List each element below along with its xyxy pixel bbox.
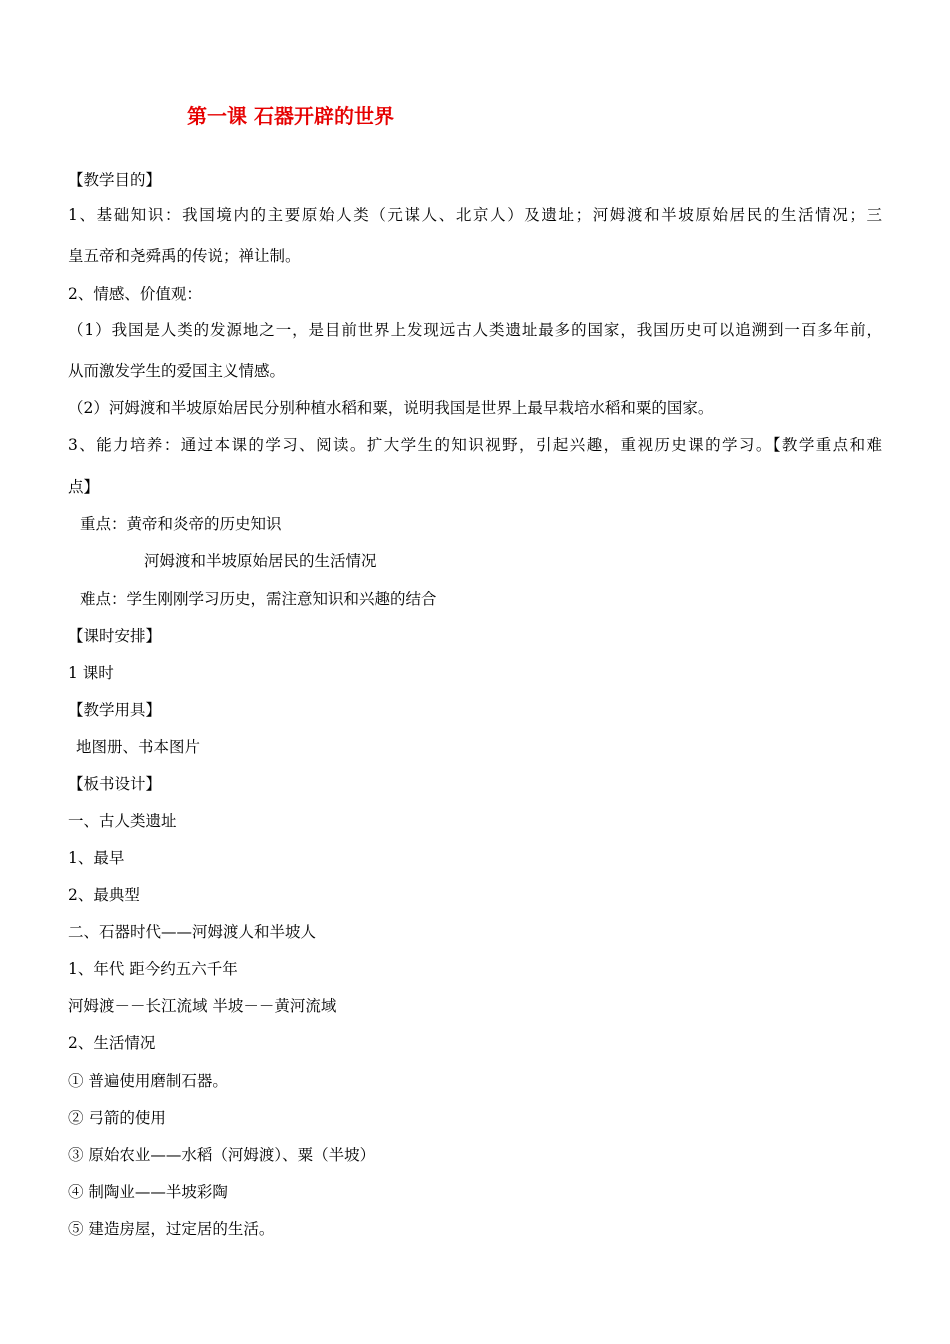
key-point-line: 重点：黄帝和炎帝的历史知识	[80, 515, 282, 533]
outline-item: 2、生活情况	[68, 1034, 156, 1052]
key-point-line: 河姆渡和半坡原始居民的生活情况	[144, 552, 377, 570]
outline-item: 河姆渡－－长江流域 半坡－－黄河流域	[68, 997, 337, 1015]
outline-item: 2、最典型	[68, 886, 140, 904]
outline-item: 1、年代 距今约五六千年	[68, 960, 238, 978]
outline-item: 1、最早	[68, 849, 125, 867]
paragraph-line: 1 课时	[68, 664, 114, 682]
outline-item: 二、石器时代——河姆渡人和半坡人	[68, 923, 317, 941]
section-heading-objectives: 【教学目的】	[68, 171, 162, 189]
paragraph-line: 从而激发学生的爱国主义情感。	[68, 362, 286, 380]
list-item: ① 普遍使用磨制石器。	[68, 1072, 228, 1090]
outline-item: 一、古人类遗址	[68, 812, 177, 830]
list-item: ④ 制陶业——半坡彩陶	[68, 1183, 228, 1201]
section-heading-tools: 【教学用具】	[68, 701, 162, 719]
paragraph-line: （1）我国是人类的发源地之一，是目前世界上发现远古人类遗址最多的国家，我国历史可以追溯到一百多年前，	[68, 321, 882, 339]
list-item: ⑤ 建造房屋，过定居的生活。	[68, 1220, 275, 1238]
paragraph-line: 皇五帝和尧舜禹的传说；禅让制。	[68, 247, 301, 265]
difficult-point-line: 难点：学生刚刚学习历史，需注意知识和兴趣的结合	[80, 590, 437, 608]
paragraph-line: （2）河姆渡和半坡原始居民分别种植水稻和粟，说明我国是世界上最早栽培水稻和粟的国家。	[68, 399, 714, 417]
section-heading-board: 【板书设计】	[68, 775, 162, 793]
paragraph-line: 2、情感、价值观：	[68, 285, 202, 303]
section-heading-schedule: 【课时安排】	[68, 627, 162, 645]
paragraph-line: 地图册、书本图片	[76, 738, 201, 756]
list-item: ② 弓箭的使用	[68, 1109, 166, 1127]
paragraph-line: 1、基础知识：我国境内的主要原始人类（元谋人、北京人）及遗址；河姆渡和半坡原始居民的生活情况；三	[68, 206, 882, 224]
page-title: 第一课 石器开辟的世界	[187, 104, 394, 128]
list-item: ③ 原始农业——水稻（河姆渡）、粟（半坡）	[68, 1146, 376, 1164]
paragraph-line: 3、能力培养：通过本课的学习、阅读。扩大学生的知识视野，引起兴趣，重视历史课的学习。【教学重点和难	[68, 436, 882, 454]
paragraph-line: 点】	[68, 478, 100, 496]
